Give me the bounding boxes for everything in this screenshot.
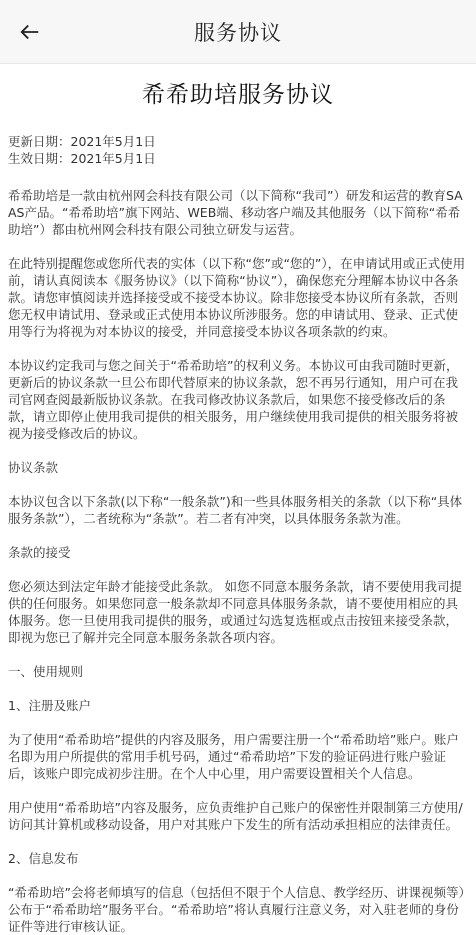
paragraph-rights: 本协议约定我司与您之间关于“希希助培”的权利义务。本协议可由我司随时更新，更新后的协议条款一旦公布即代替原来的协议条款，恕不再另行通知，用户可在我司官网查阅最新版协议条款。在我司修改协议条款后，如果您不接受修改后的条款，请立即停止使用我司提供的相关服务，用户继续使用我司提供的相关服务将被视为接受修改后的协议。 — [8, 358, 459, 441]
heading-info-publish: 2、信息发布 — [8, 851, 79, 866]
paragraph-info-publish: “希希助培”会将老师填写的信息（包括但不限于个人信息、教学经历、讲课视频等）公布于“希希助培”服务平台。“希希助培”将认真履行注意义务，对入驻老师的身份证件等进行审核认证。 — [8, 885, 465, 934]
dates-block — [8, 133, 468, 167]
updated-date: 更新日期：2021年5月1日 — [8, 134, 156, 149]
paragraph-registration: 为了使用“希希助培”提供的内容及服务，用户需要注册一个“希希助培”账户。账户名即为用户所提供的常用手机号码，通过“希希助培”下发的验证码进行账户验证后，该账户即完成初步注册。在个人中心里，用户需要设置相关个人信息。 — [8, 732, 459, 781]
heading-acceptance: 条款的接受 — [8, 545, 71, 560]
paragraph-acceptance: 您必须达到法定年龄才能接受此条款。 如您不同意本服务条款，请不要使用我司提供的任何服务。如果您同意一般条款却不同意具体服务条款，请不要使用相应的具体服务。您一旦使用我司提供的服务，或通过勾选复选框或点击按钮来接受条款，即视为您已了解并完全同意本服务条款各项内容。 — [8, 579, 462, 645]
heading-terms: 协议条款 — [8, 460, 59, 475]
page-title: 服务协议 — [194, 20, 282, 45]
heading-registration: 1、注册及账户 — [8, 698, 91, 713]
effective-date: 生效日期：2021年5月1日 — [8, 151, 156, 166]
nav-header — [0, 0, 476, 64]
document-title: 希希助培服务协议 — [142, 82, 334, 108]
heading-usage-rules: 一、使用规则 — [8, 664, 84, 679]
paragraph-intro: 希希助培是一款由杭州网会科技有限公司（以下简称“我司”）研发和运营的教育SAAS产品。“希希助培”旗下网站、WEB端、移动客户端及其他服务（以下简称“希希助培”）都由杭州网会科技有限公司独立研发与运营。 — [8, 188, 463, 237]
paragraph-terms: 本协议包含以下条款(以下称“一般条款”)和一些具体服务相关的条款（以下称“具体服务条款”），二者统称为“条款”。若二者有冲突，以具体服务条款为准。 — [8, 494, 463, 526]
paragraph-account: 用户使用“希希助培”内容及服务，应负责维护自己账户的保密性并限制第三方使用/访问其计算机或移动设备，用户对其账户下发生的所有活动承担相应的法律责任。 — [8, 800, 463, 832]
paragraph-reminder: 在此特别提醒您或您所代表的实体（以下称“您”或“您的”），在申请试用或正式使用前，请认真阅读本《服务协议》（以下简称“协议”），确保您充分理解本协议中各条款。请您审慎阅读并选择接受或不接受本协议。除非您接受本协议所有条款，否则您无权申请试用、登录或正式使用本协议所涉服务。您的申请试用、登录、正式使用等行为将视为对本协议的接受，并同意接受本协议各项条款的约束。 — [8, 256, 466, 339]
back-arrow-icon — [19, 21, 41, 43]
agreement-content[interactable] — [0, 76, 476, 935]
back-button[interactable] — [10, 12, 50, 52]
